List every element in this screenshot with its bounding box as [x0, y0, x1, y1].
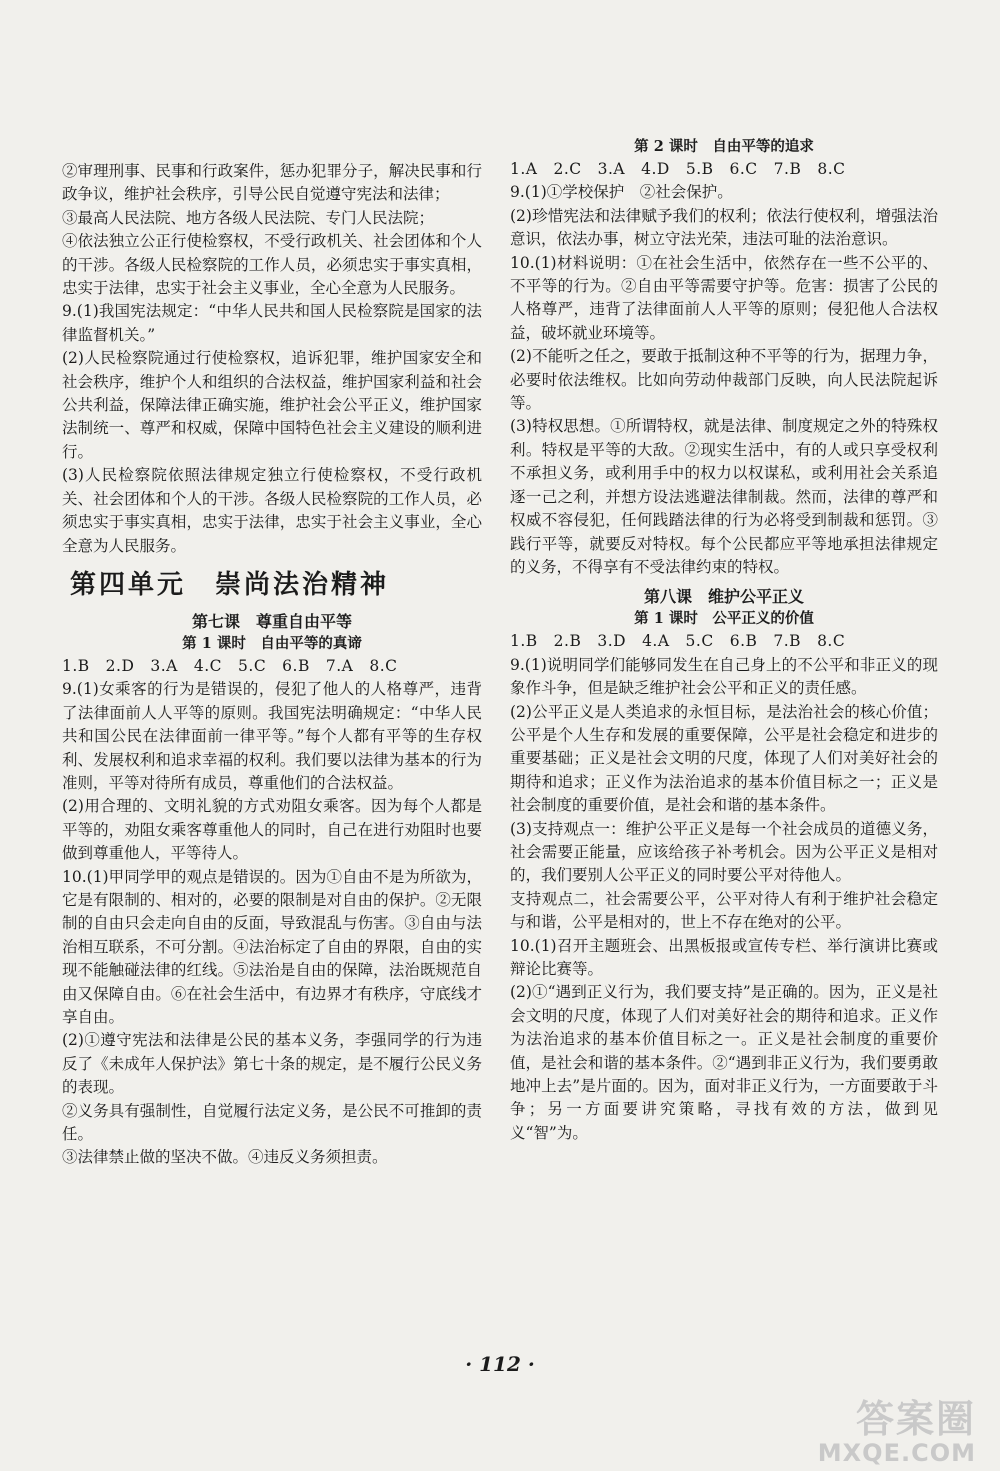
lesson8-para-3: 支持观点二，社会需要公平，公平对待人有利于维护社会稳定与和谐，公平是相对的，世上不存在绝对的公平。 [510, 889, 938, 932]
lesson7-para-4: ②义务具有强制性，自觉履行法定义务，是公民不可推卸的责任。 [62, 1101, 482, 1144]
lesson8-para-1: (2)公平正义是人类追求的永恒目标，是法治社会的核心价值；公平是个人生存和发展的重要保障，公平是社会稳定和进步的重要基础；正义是社会文明的尺度，体现了人们对美好社会的期待和追求；正义作为法治追求的基本价值目标之一；正义是社会制度的重要价值，是社会和谐的基本条件。 [510, 702, 938, 815]
left-para-3: 9.(1)我国宪法规定：“中华人民共和国人民检察院是国家的法律监督机关。” [62, 302, 482, 344]
sub2-para-1: (2)珍惜宪法和法律赋予我们的权利；依法行使权利，增强法治意识，依法办事，树立守法光荣，违法可耻的法治意识。 [510, 206, 938, 249]
lesson7-para-5: ③法律禁止做的坚决不做。④违反义务须担责。 [62, 1148, 388, 1167]
left-para-0: ②审理刑事、民事和行政案件，惩办犯罪分子，解决民事和行政争议，维护社会秩序，引导公民自觉遵守宪法和法律； [62, 162, 482, 204]
watermark [776, 1398, 976, 1470]
lesson8-choice-answers: 1.B 2.B 3.D 4.A 5.C 6.B 7.B 8.C [510, 632, 846, 651]
left-para-5: (3)人民检察院依照法律规定独立行使检察权，不受行政机关、社会团体和个人的干涉。各级人民检察院的工作人员，必须忠实于事实真相，忠实于法律，忠实于社会主义事业，全心全意为人民服务。 [62, 466, 482, 555]
unit-title: 第四单元 崇尚法治精神 [70, 569, 390, 600]
lesson8-para-4: 10.(1)召开主题班会、出黑板报或宣传专栏、举行演讲比赛或辩论比赛等。 [510, 936, 938, 978]
watermark-logo-text: 答案圈 [855, 1397, 976, 1441]
lesson8-para-5: (2)①“遇到正义行为，我们要支持”是正确的。因为，正义是社会文明的尺度，体现了人们对美好社会的期待和追求。正义作为法治追求的基本价值目标之一。正义是社会制度的重要价值，是社会和谐的基本条件。②“遇到非正义行为，我们要勇敢地冲上去”是片面的。因为，面对非正义行为，一方面要敢于斗争；另一方面要讲究策略，寻找有效的方法，做到见义“智”为。 [510, 983, 938, 1142]
lesson7-para-2: 10.(1)甲同学甲的观点是错误的。因为①自由不是为所欲为，它是有限制的、相对的，必要的限制是对自由的保护。②无限制的自由只会走向自由的反面，导致混乱与伤害。③自由与法治相互联系，不可分割。④法治标定了自由的界限，自由的实现不能触碰法律的红线。⑤法治是自由的保障，法治既规范自由又保障自由。⑥在社会生活中，有边界才有秩序，守底线才享自由。 [62, 867, 482, 1026]
lesson7-para-0: 9.(1)女乘客的行为是错误的，侵犯了他人的人格尊严，违背了法律面前人人平等的原则。我国宪法明确规定：“中华人民共和国公民在法律面前一律平等。”每个人都有平等的生存权利、发展权利和追求幸福的权利。我们要以法律为基本的行为准则，平等对待所有成员，尊重他们的合法权益。 [62, 680, 482, 792]
left-para-1: ③最高人民法院、地方各级人民法院、专门人民法院； [62, 208, 435, 227]
sub2-para-4: (3)特权思想。①所谓特权，就是法律、制度规定之外的特殊权利。特权是平等的大敌。②现实生活中，有的人或只享受权利不承担义务，或利用手中的权力以权谋私，或利用社会关系追逐一己之利，并想方设法逃避法律制裁。然而，法律的尊严和权威不容侵犯，任何践踏法律的行为必将受到制裁和惩罚。③践行平等，就要反对特权。每个公民都应平等地承担法律规定的义务，不得享有不受法律约束的特权。 [510, 417, 938, 576]
lesson7-choice-answers: 1.B 2.D 3.A 4.C 5.C 6.B 7.A 8.C [62, 656, 398, 675]
lesson7-sub1-title: 第 1 课时 自由平等的真谛 [182, 634, 362, 652]
lesson7-para-3: (2)①遵守宪法和法律是公民的基本义务，李强同学的行为违反了《未成年人保护法》第七十条的规定，是不履行公民义务的表现。 [62, 1031, 482, 1097]
page-number: · 112 · [465, 1352, 535, 1376]
watermark-url: MXQE.COM [817, 1439, 976, 1467]
lesson8-para-2: (3)支持观点一：维护公平正义是每一个社会成员的道德义务，社会需要正能量，应该给孩子补考机会。因为公平正义是相对的，我们要别人公平正义的同时要公平对待他人。 [510, 819, 938, 885]
lesson8-para-0: 9.(1)说明同学们能够同发生在自己身上的不公平和非正义的现象作斗争，但是缺乏维护社会公平和正义的责任感。 [510, 655, 938, 698]
sub2-choice-answers: 1.A 2.C 3.A 4.D 5.B 6.C 7.B 8.C [510, 160, 846, 178]
left-column [62, 160, 482, 1170]
lesson8-title: 第八课 维护公平正义 [643, 587, 804, 607]
lesson7-title: 第七课 尊重自由平等 [191, 611, 352, 631]
left-para-4: (2)人民检察院通过行使检察权，追诉犯罪，维护国家安全和社会秩序，维护个人和组织的合法权益，维护国家利益和社会公共利益，保障法律正确实施，维护社会公平正义，维护国家法制统一、尊严和权威，保障中国特色社会主义建设的顺利进行。 [62, 349, 482, 461]
lesson7-para-1: (2)用合理的、文明礼貌的方式劝阻女乘客。因为每个人都是平等的，劝阻女乘客尊重他人的同时，自己在进行劝阻时也要做到尊重他人，平等待人。 [62, 797, 482, 863]
lesson8-sub1-title: 第 1 课时 公平正义的价值 [634, 610, 814, 628]
lesson7-sub2-title: 第 2 课时 自由平等的追求 [634, 138, 814, 155]
right-column [510, 136, 938, 1145]
sub2-para-3: (2)不能听之任之，要敢于抵制这种不平等的行为，据理力争，必要时依法维权。比如向劳动仲裁部门反映，向人民法院起诉等。 [510, 347, 938, 413]
sub2-para-2: 10.(1)材料说明：①在社会生活中，依然存在一些不公平的、不平等的行为。②自由平等需要守护等。危害：损害了公民的人格尊严，违背了法律面前人人平等的原则；侵犯他人合法权益，破坏就业环境等。 [510, 253, 938, 342]
left-para-2: ④依法独立公正行使检察权，不受行政机关、社会团体和个人的干涉。各级人民检察院的工作人员，必须忠实于事实真相，忠实于法律，忠实于社会主义事业，全心全意为人民服务。 [62, 232, 482, 298]
sub2-para-0: 9.(1)①学校保护 ②社会保护。 [510, 183, 733, 202]
watermark-logo [776, 1398, 976, 1440]
